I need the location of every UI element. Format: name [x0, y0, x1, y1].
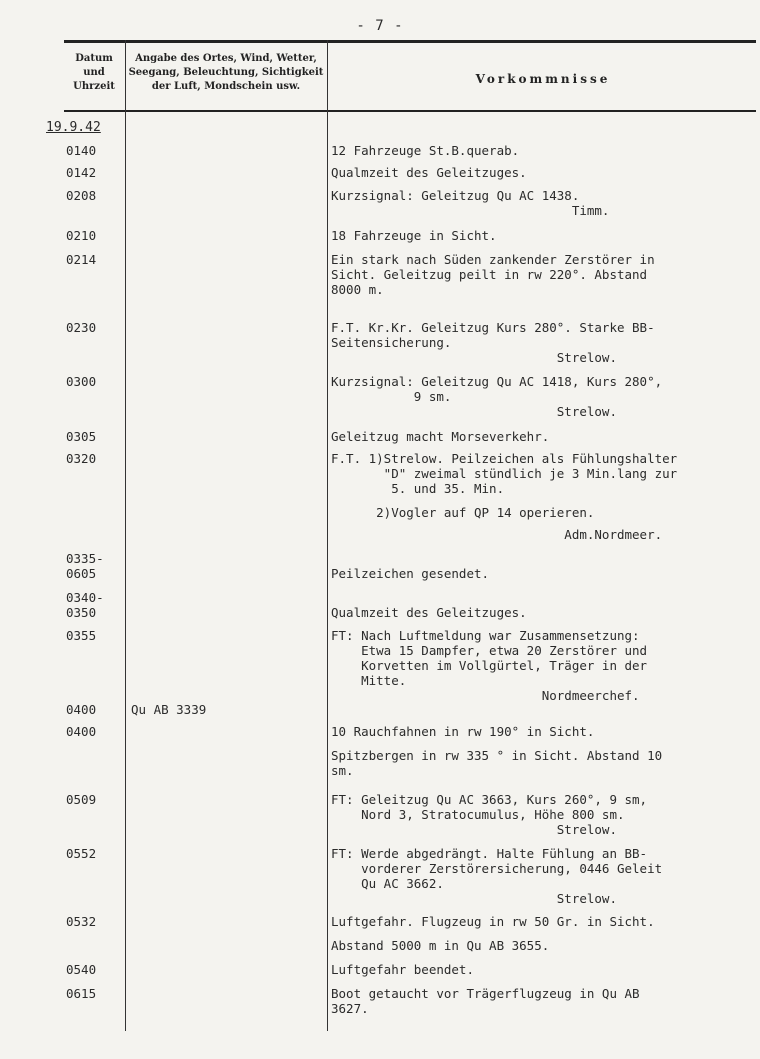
entry-text: Spitzbergen in rw 335 ° in Sicht. Abstand 10 sm.: [331, 748, 663, 778]
entry-text: Kurzsignal: Geleitzug Qu AC 1438. Timm.: [331, 188, 610, 218]
entry-time: 0615: [66, 986, 97, 1001]
entry-text: F.T. Kr.Kr. Geleitzug Kurs 280°. Starke BB- Seitensicherung. Strelow.: [331, 320, 655, 365]
entry-time: 0230: [66, 320, 97, 335]
entry-text: F.T. 1)Strelow. Peilzeichen als Fühlungshalter "D" zweimal stündlich je 3 Min.lang zur 5. und 35. Min.: [331, 451, 678, 496]
entry-text: Abstand 5000 m in Qu AB 3655.: [331, 938, 550, 953]
top-rule: [64, 40, 756, 43]
entry-text: Luftgefahr beendet.: [331, 962, 474, 977]
entry-time: 0335- 0605: [66, 551, 104, 581]
log-date: 19.9.42: [46, 120, 101, 135]
entry-text: FT: Nach Luftmeldung war Zusammensetzung: Etwa 15 Dampfer, etwa 20 Zerstörer und Korvetten im Vollgürtel, Träger in der Mitte. Nordmeerchef.: [331, 628, 648, 703]
entry-time: 0340- 0350: [66, 590, 104, 620]
entry-time: 0400: [66, 702, 97, 717]
entry-location: Qu AB 3339: [131, 702, 207, 717]
entry-text: 10 Rauchfahnen in rw 190° in Sicht.: [331, 724, 595, 739]
entry-text: FT: Geleitzug Qu AC 3663, Kurs 260°, 9 sm, Nord 3, Stratocumulus, Höhe 800 sm. Strelow.: [331, 792, 648, 837]
entry-text: Qualmzeit des Geleitzuges.: [331, 165, 527, 180]
entry-text: Kurzsignal: Geleitzug Qu AC 1418, Kurs 280°, 9 sm. Strelow.: [331, 374, 663, 419]
header-vorkommnisse: Vorkommnisse: [475, 72, 611, 86]
entry-time: 0210: [66, 228, 97, 243]
entry-time: 0208: [66, 188, 97, 203]
entry-text: Boot getaucht vor Trägerflugzeug in Qu AB 3627.: [331, 986, 640, 1016]
entry-time: 0300: [66, 374, 97, 389]
entry-text: 2)Vogler auf QP 14 operieren.: [331, 505, 595, 520]
entry-time: 0400: [66, 724, 97, 739]
entry-text: Peilzeichen gesendet.: [331, 566, 490, 581]
entry-time: 0214: [66, 252, 97, 267]
entry-text: 12 Fahrzeuge St.B.querab.: [331, 143, 520, 158]
column-divider-1: [125, 40, 126, 1031]
entry-text: FT: Werde abgedrängt. Halte Fühlung an BB- vorderer Zerstörersicherung, 0446 Geleit Qu AC 3662. Strelow.: [331, 846, 663, 906]
header-angabe: Angabe des Ortes, Wind, Wetter, Seegang, Beleuchtung, Sichtigkeit der Luft, Mondschein usw.: [128, 53, 324, 92]
entry-time: 0532: [66, 914, 97, 929]
entry-time: 0305: [66, 429, 97, 444]
entry-time: 0552: [66, 846, 97, 861]
entry-time: 0355: [66, 628, 97, 643]
entry-time: 0142: [66, 165, 97, 180]
entry-text: 18 Fahrzeuge in Sicht.: [331, 228, 497, 243]
column-divider-2: [327, 40, 328, 1031]
entry-text: Ein stark nach Süden zankender Zerstörer in Sicht. Geleitzug peilt in rw 220°. Abstand 8000 m.: [331, 252, 655, 297]
entry-text: Qualmzeit des Geleitzuges.: [331, 605, 527, 620]
entry-text: Geleitzug macht Morseverkehr.: [331, 429, 550, 444]
entry-text: Luftgefahr. Flugzeug in rw 50 Gr. in Sicht.: [331, 914, 655, 929]
entry-time: 0540: [66, 962, 97, 977]
entry-time: 0509: [66, 792, 97, 807]
entry-text: Adm.Nordmeer.: [331, 527, 663, 542]
header-datum: Datum und Uhrzeit: [73, 53, 115, 92]
entry-time: 0140: [66, 143, 97, 158]
page-number: - 7 -: [356, 18, 404, 34]
header-rule: [64, 110, 756, 112]
entry-time: 0320: [66, 451, 97, 466]
